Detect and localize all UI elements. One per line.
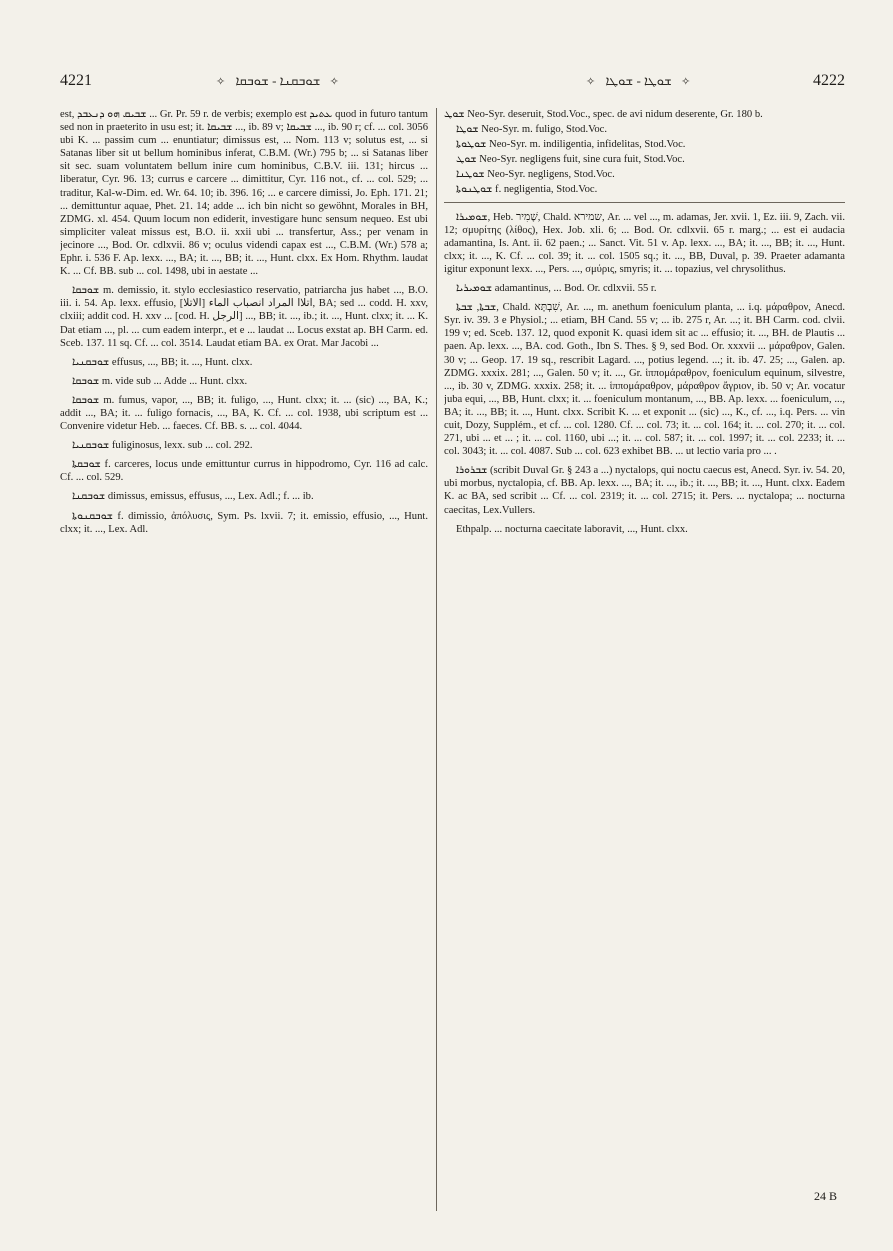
column-divider xyxy=(436,108,437,1211)
dictionary-entry: ܫܒܪܘܪܐ (scribit Duval Gr. § 243 a ...) nyctalops, qui noctu caecus est, Anecd. Syr. iv. 54. 20, ubi morbus, nyctalopia, cf. BB. Ap. lexx. ..., BA; it. ..., ib.; it. ..., BB; it. ..., Hunt. clxx. Eadem K. ac BA, sed scribit ... Cf. ... col. 2319; it. ... col. 2715; it. Pers. ... nyctalopa; ... nocturna caecitas, Lex.Vullers. xyxy=(444,465,845,516)
left-column xyxy=(60,108,428,1211)
left-page-number: 4221 xyxy=(60,72,92,89)
dictionary-entry: Ethpalp. ... nocturna caecitate laboravit, ..., Hunt. clxx. xyxy=(456,523,688,535)
dictionary-entry: ܫܘܛܢܘܬܐ f. negligentia, Stod.Voc. xyxy=(456,184,598,196)
right-running-title-text: ܫܘܛܐ - ܫܘܛܐ xyxy=(605,73,672,88)
dictionary-entry: ܫܘܛܢܐ Neo-Syr. negligens, Stod.Voc. xyxy=(456,169,615,181)
dictionary-entry: est, ܫܒܝܩ ܗܘ ܕܢܥܒܕ ... Gr. Pr. 59 r. de verbis; exemplo est ܥܬܝܕ quod in futuro tantum sed non in praeterito in usu est; it. ܫܒܝܩܐ ..., ib. 89 v; ܫܒܝܩܐ ..., ib. 90 r; cf. ... col. 3056 ubi K. ... passim cum ... enuntiatur; dimissus est, ... Nom. 113 v; solutus est, ... si Satanas liber sit ut bellum hominibus inferat, C.B.M. (Wr.) 795 b; ... si Satanas liber sit sec. suam voluntatem bellum inire cum hominibus, C.B.V. iii. 131; hircus ... liberatur, Cyr. 96. 13; currus e carcere ... dimittitur, Cyr. 116 not., cf. ... col. 529; ... traditur, Kal-w-Dim. ed. Wr. 64. 10; ib. 396. 16; ... e carcere dimissi, Jo. Eph. 171. 21; ... demittuntur aquae, Phet. 21. 14; adde ... ich bin nicht so gewöhnt, Morales in BH, ZDMG. xl. 454. Quum locum non ediderit, investigare hunc sensum nequeo. Est ubi simpliciter valeat missus est, B.O. ii. xxii ubi ... transfertur, Ass.; per venam in jecinore ..., Bod. Or. cdlxvii. 86 v; oculus videndi capax est ..., C.B.M. (Wr.) 578 a; Ephr. i. 536 F. Ap. lexx. ..., BA; it. ..., BB; it. ..., Hunt. clxx. Ex Hom. Rhythm. laudat K. ... Cf. BB. sub ... col. 1498, ubi in aestate ... xyxy=(60,109,428,278)
page-header xyxy=(60,72,845,94)
dictionary-entry: ܫܘܡܝܪܐ, Heb. שָׁמִיר, Chald. שמירא, Ar. ... vel ..., m. adamas, Jer. xvii. 1, Ez. iii. 9, Zach. vii. 12; σμυρίτης (λίθος), Hex. Job. xli. 6; ... Bod. Or. cdlxvii. 65 r. marg.; ... est ei audacia adamantina, Is. Ant. ii. 62 paen.; ... Sanct. Vit. 51 v. Ap. lexx. ..., BA; it. ..., BB; it. ..., Hunt. clxx; it. ..., K. Cf. ... col. 39; it. ... col. 1505 sq.; it. ..., BB, Duval, p. 39. Praeter adamanta igitur exponunt lexx. ..., Pers. ..., σμύρις, smyris; it. ... topazius, vel chrysolithus. xyxy=(444,211,845,275)
ornament-icon: ✧ xyxy=(681,76,692,88)
dictionary-entry: ܫܘܒܩܢܝܐ effusus, ..., BB; it. ..., Hunt. clxx. xyxy=(72,356,253,368)
ornament-icon: ✧ xyxy=(329,76,340,88)
dictionary-entry: ܫܘܒܩܢܐ dimissus, emissus, effusus, ..., Lex. Adl.; f. ... ib. xyxy=(72,491,314,503)
right-page-number: 4222 xyxy=(813,72,845,89)
dictionary-entry: ܫܘܒܩܢܘܬܐ f. dimissio, ἀπόλυσις, Sym. Ps. lxvii. 7; it. emissio, effusio, ..., Hunt. clxx; it. ..., Lex. Adl. xyxy=(60,510,428,535)
right-running-title xyxy=(580,73,697,89)
dictionary-entry: ܫܘܛ Neo-Syr. deseruit, Stod.Voc., spec. de avi nidum deserente, Gr. 180 b. xyxy=(444,109,763,120)
dictionary-entry: ܫܘܒܩܬܐ f. carceres, locus unde emittuntur currus in hippodromo, Cyr. 116 ad calc. Cf. ... col. 529. xyxy=(60,459,428,484)
two-column-body xyxy=(60,108,845,1211)
dictionary-entry: ܫܘܛܘܬܐ Neo-Syr. m. indiligentia, infidelitas, Stod.Voc. xyxy=(456,139,686,151)
right-column xyxy=(444,108,845,1211)
left-running-title-text: ܫܘܒܩܢܐ - ܫܘܒܩܐ xyxy=(235,73,321,88)
dictionary-entry: ܫܘܒܩܢܝܐ fuliginosus, lexx. sub ... col. 292. xyxy=(72,440,253,452)
dictionary-entry: ܫܒܬܐ, ܫܒܬܐ, Chald. שִׁבְתָּא, Ar. ..., m. anethum foeniculum planta, ... i.q. μάραθρον, Anecd. Syr. iv. 39. 3 e Physiol.; ... etiam, BH Cand. 55 v; ... ib. 275 r, Ar. ...; it. BH Carm. cod. clvii. 199 v; ed. Sceb. 137. 12, quod exponit K. quasi idem sit ac ... effusio; it. ..., BH. de Plautis ... paen. Ap. lexx. ..., BA. cod. Goth., Ibn S. Thes. § 9, sed Bod. Or. xxxvii ... μάραθρον, Galen. 30 v; ... Geop. 17. 19 sq., rescribit Lagard. ..., potius legend. ...; it. ib. 47. 25; ..., Galen. ap. ZDMG. xxxix. 281; ..., Galen. 50 v; it. ..., Gr. ἱππομάραθρον, foeniculum equinum, silvestre, ..., ib. 30 v, ZDMG. xxxix. 258; it. ... ἱππομάραθρον, μάραθρον ἄγριον, ib. 50 v; Ar. vocatur juba equi, ..., BB, Hunt. clxx; it. ... foeniculum montanum, ..., BB. Ap. lexx. ... foeniculum, ..., BA; it. ..., BB; it. ..., Hunt. clxx. Scribit K. ... et exponit ... (sic) ..., K., cf. ..., i.q. Pers. ... vin cuit, Dozy, Supplém., et cf. ... col. 1280. Cf. ... col. 73; it. ... col. 164; it. ... col. 270; it. ... col. 271, ubi ... et ... ; it. ... col. 1160, ubi ...; it. ... col. 587; it. ... col. 1997; it. ... col. 2233; it. ... col. 3043; it. ... col. 4087. Sub ... col. 623 exhibet BB. ... ut lectio varia pro ... . xyxy=(444,302,845,458)
ornament-icon: ✧ xyxy=(586,76,597,88)
dictionary-entry: ܫܘܒܩܐ m. demissio, it. stylo ecclesiastico reservatio, patriarcha jus habet ..., B.O. iii. i. 54. Ap. lexx. effusio, [الاتلا] اتلاا المراد انصباب الماء, BA; sed ... codd. H. xxv, clxiii; addit cod. H. xxv ... [cod. H. الرجل] ..., BB; it. ..., ib.; it. ..., Hunt. clxx; it. ... K. Dat etiam ..., pl. ... cum eadem interpr., et e ... laudat ... Locus exstat ap. BH Carm. ed. Sceb. 137. 11 sq. Cf. ... col. 3514. Laudat etiam BA. ex Orat. Mar Jacobi ... xyxy=(60,285,428,349)
dictionary-entry: ܫܘܒܩܐ m. vide sub ... Adde ... Hunt. clxx. xyxy=(72,375,248,387)
signature-mark: 24 B xyxy=(813,1188,837,1203)
dictionary-entry: ܫܘܛܐ Neo-Syr. m. fuligo, Stod.Voc. xyxy=(456,124,608,136)
dictionary-entry: ܫܘܛ Neo-Syr. negligens fuit, sine cura fuit, Stod.Voc. xyxy=(456,154,685,166)
dictionary-entry: ܫܘܡܝܪܝܐ adamantinus, ... Bod. Or. cdlxvii. 55 r. xyxy=(456,283,657,295)
ornament-icon: ✧ xyxy=(216,76,227,88)
left-running-title xyxy=(210,73,346,89)
section-rule xyxy=(444,202,845,203)
dictionary-entry: ܫܘܒܩܐ m. fumus, vapor, ..., BB; it. fuligo, ..., Hunt. clxx; it. ... (sic) ..., BA, K.; addit ..., BA; it. ... fuligo fornacis, ..., BA, K. Cf. ... col. 1938, ubi scriptum est ... Convenire videtur Heb. ... faeces. Cf. BB. s. ... col. 4044. xyxy=(60,394,428,433)
